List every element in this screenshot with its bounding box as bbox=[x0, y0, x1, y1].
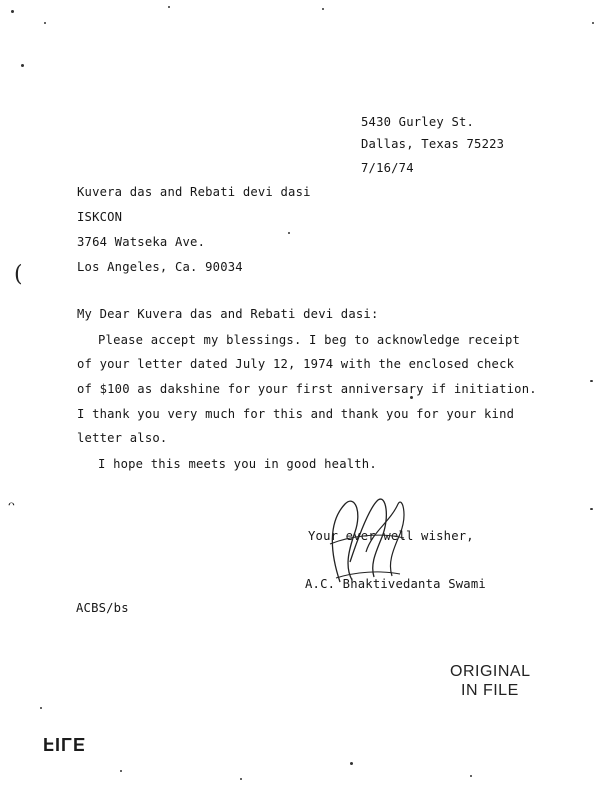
scan-speck bbox=[21, 64, 24, 67]
scan-speck bbox=[592, 22, 594, 24]
scan-speck bbox=[350, 762, 353, 765]
scan-speck bbox=[240, 778, 242, 780]
scan-speck bbox=[470, 775, 472, 777]
scan-speck bbox=[410, 396, 413, 399]
handwritten-signature bbox=[300, 492, 420, 592]
scan-speck bbox=[590, 380, 593, 382]
scan-speck bbox=[590, 508, 593, 510]
salutation: My Dear Kuvera das and Rebati devi dasi: bbox=[77, 307, 379, 321]
original-in-file-stamp-line1: ORIGINAL bbox=[450, 663, 531, 680]
letter-date: 7/16/74 bbox=[361, 161, 414, 175]
valediction: Your ever well wisher, bbox=[308, 529, 474, 543]
margin-mark: ( bbox=[14, 262, 23, 287]
recipient-org: ISKCON bbox=[77, 210, 123, 224]
recipient-names: Kuvera das and Rebati devi dasi bbox=[77, 185, 311, 199]
scan-speck bbox=[120, 770, 122, 772]
scan-speck bbox=[288, 232, 290, 234]
body-line: I hope this meets you in good health. bbox=[98, 457, 377, 471]
recipient-city: Los Angeles, Ca. 90034 bbox=[77, 260, 243, 274]
body-line: Please accept my blessings. I beg to acknowledge receipt bbox=[98, 333, 521, 347]
original-in-file-stamp-line2: IN FILE bbox=[461, 682, 519, 699]
body-line: of $100 as dakshine for your first anniversary if initiation. bbox=[77, 382, 537, 396]
sender-city-state: Dallas, Texas 75223 bbox=[361, 137, 505, 151]
signer-name: A.C. Bhaktivedanta Swami bbox=[305, 577, 486, 591]
scan-speck bbox=[40, 707, 42, 709]
body-line: I thank you very much for this and thank you for your kind bbox=[77, 407, 515, 421]
sender-street: 5430 Gurley St. bbox=[361, 115, 475, 129]
recipient-street: 3764 Watseka Ave. bbox=[77, 235, 206, 249]
file-mark: FILE bbox=[43, 734, 86, 754]
body-line: letter also. bbox=[77, 431, 168, 445]
scan-speck bbox=[322, 8, 324, 10]
reference-initials: ACBS/bs bbox=[76, 601, 129, 615]
scan-speck bbox=[168, 6, 170, 8]
scan-speck bbox=[11, 10, 14, 13]
scan-speck bbox=[44, 22, 46, 24]
body-line: of your letter dated July 12, 1974 with the enclosed check bbox=[77, 357, 515, 371]
margin-mark: ᵔ bbox=[8, 498, 15, 519]
